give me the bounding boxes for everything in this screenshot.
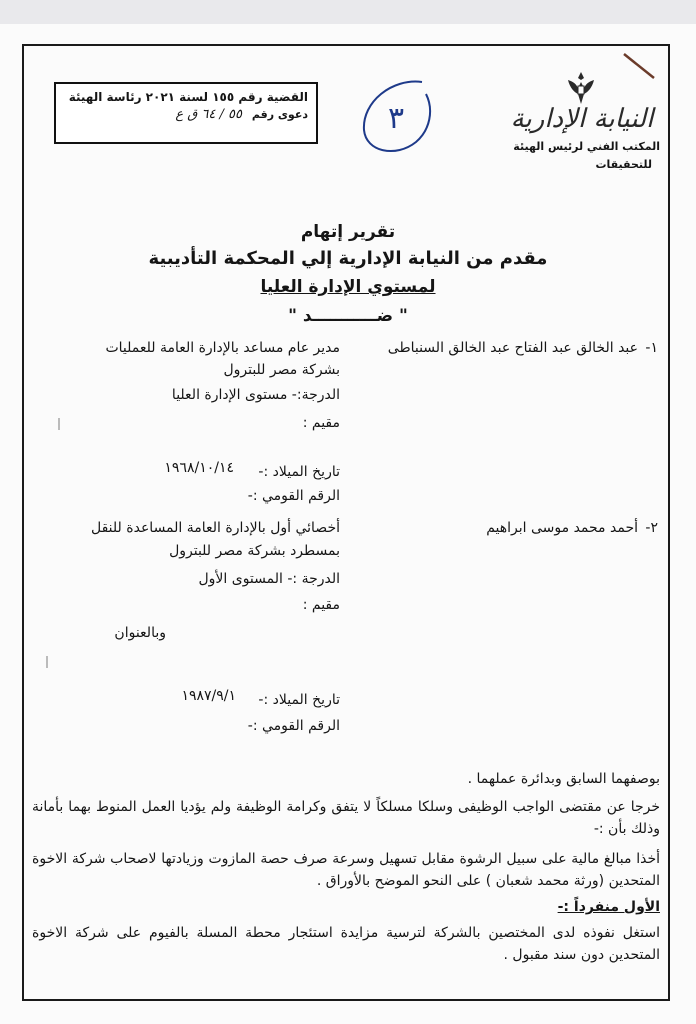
paragraph-capacity: بوصفهما السابق وبدائرة عملهما .: [467, 771, 660, 787]
redaction-mark: [58, 418, 60, 430]
handwritten-stamp: [352, 72, 442, 162]
defendant-1-residence: مقيم :: [302, 415, 340, 431]
report-title: تقرير إتهام: [300, 222, 396, 242]
defendant-2-address: وبالعنوان: [114, 625, 166, 641]
defendant-1-birth-date: ١٩٦٨/١٠/١٤: [164, 460, 234, 476]
defendant-1-national-id: الرقم القومي :-: [247, 488, 340, 504]
defendant-2-job-line2: بمسطرد بشركة مصر للبترول: [169, 543, 340, 559]
eagle-emblem-icon: [564, 70, 598, 106]
report-subtitle: مقدم من النيابة الإدارية إلي المحكمة التأديبية: [148, 248, 548, 269]
defendant-2-number: ٢-: [645, 520, 658, 536]
paragraph-charge-intro: خرجا عن مقتضى الواجب الوظيفى وسلكا مسلكاً لا يتفق وكرامة الوظيفة ولم يؤديا العمل المنوط بهما بأمانة وذلك بأن :-: [32, 799, 660, 837]
defendant-2-residence: مقيم :: [302, 597, 340, 613]
defendant-1-number: ١-: [645, 340, 658, 356]
first-alone-heading-wrap: [32, 896, 660, 918]
defendant-2-name: أحمد محمد موسى ابراهيم: [486, 520, 638, 536]
case-number-box: [54, 82, 318, 144]
investigations-line: للتحقيقات: [595, 158, 652, 171]
against-title: " ضـــــــــــد ": [288, 306, 408, 326]
defendant-1-job-line2: بشركة مصر للبترول: [223, 362, 340, 378]
defendant-1-job-line1: مدير عام مساعد بالإدارة العامة للعمليات: [105, 340, 340, 356]
defendant-2-job-line1: أخصائي أول بالإدارة العامة المساعدة للنقل: [91, 520, 340, 536]
claim-number-label: دعوى رقم: [251, 108, 308, 121]
defendant-2-birth-label: تاريخ الميلاد :-: [258, 692, 340, 708]
organization-logo: [498, 70, 666, 190]
claim-number-handwritten: ٥٥ / ٦٤ ق ع: [175, 107, 243, 122]
technical-office-line: المكتب الفني لرئيس الهيئة: [513, 140, 660, 153]
defendant-2-grade: الدرجة :- المستوى الأول: [198, 571, 340, 587]
defendant-1-grade: الدرجة:- مستوى الإدارة العليا: [171, 387, 340, 403]
court-level-title: لمستوي الإدارة العليا: [260, 277, 436, 297]
redaction-mark: [46, 656, 48, 668]
defendant-1-birth-label: تاريخ الميلاد :-: [258, 464, 340, 480]
case-number-line: القضية رقم ١٥٥ لسنة ٢٠٢١ رئاسة الهيئة: [68, 90, 308, 104]
stamp-number: ٣: [387, 101, 405, 136]
defendant-2-birth-date: ١٩٨٧/٩/١: [181, 688, 236, 704]
paragraph-bribery: أخذا مبالغ مالية على سبيل الرشوة مقابل تسهيل وسرعة صرف حصة المازوت وزيادتها لاصحاب شركة الاخوة المتحدين (ورثة محمد شعبان ) على النحو الموضح بالأوراق .: [32, 851, 660, 889]
paragraph-influence: استغل نفوذه لدى المختصين بالشركة لترسية مزايدة استئجار محطة المسلة بالفيوم على شركة الاخوة المتحدين دون سند مقبول .: [32, 925, 660, 963]
organization-calligraphy: النيابة الإدارية: [510, 104, 654, 134]
defendant-1-name: عبد الخالق عبد الفتاح عبد الخالق السنباطى: [387, 340, 638, 356]
defendant-2-national-id: الرقم القومي :-: [247, 718, 340, 734]
first-alone-heading: الأول منفرداً :-: [557, 899, 660, 915]
claim-number-line: [64, 106, 308, 124]
